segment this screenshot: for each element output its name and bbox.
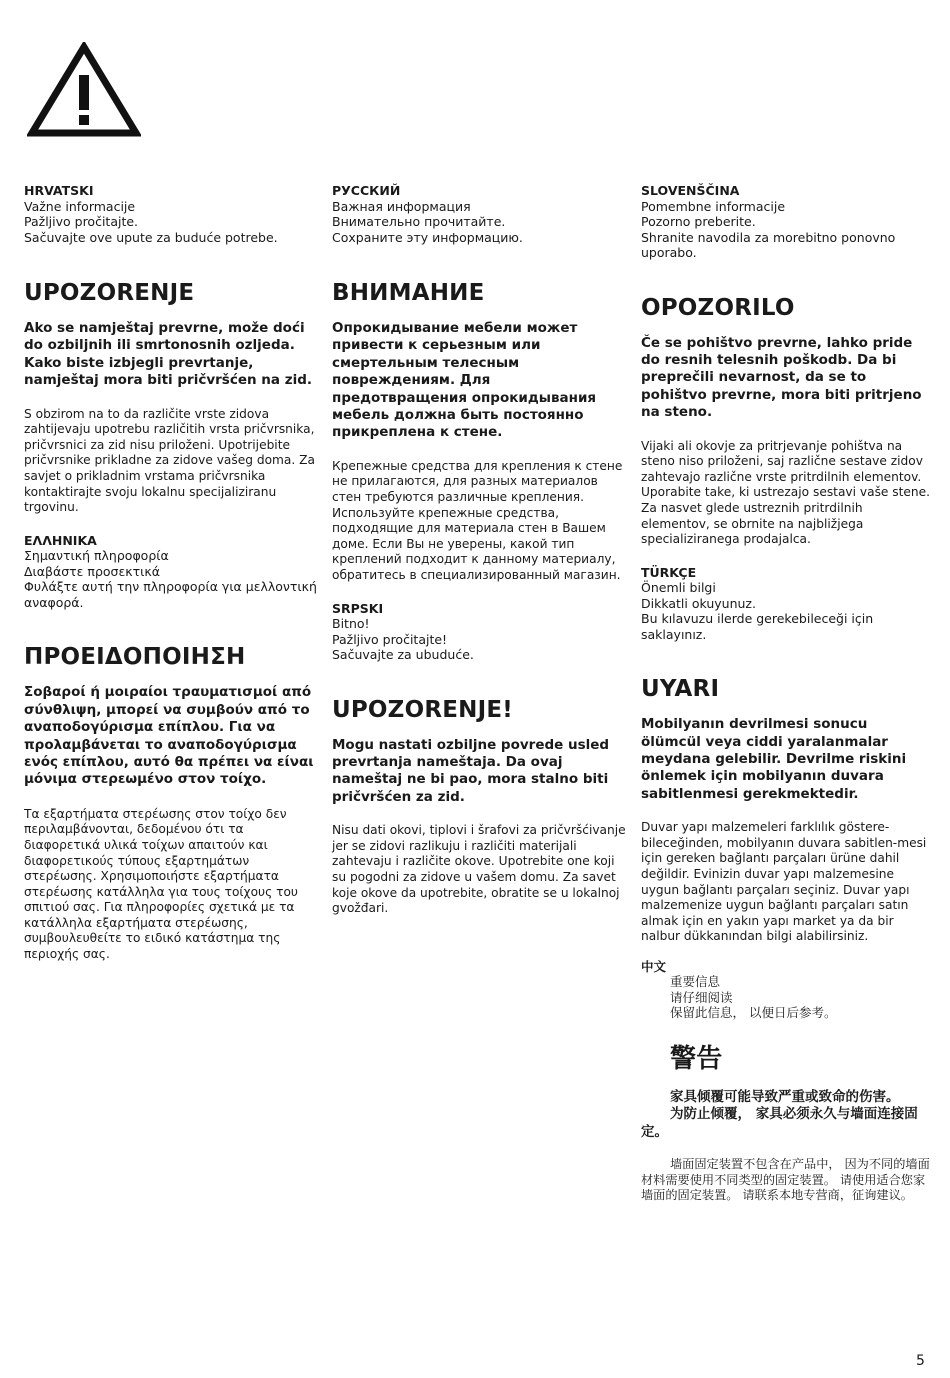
body-text: 墙面固定装置不包含在产品中， 因为不同的墙面材料需要使用不同类型的固定装置。 请使用适合您家墙面的固定装置。 请联系本地专营商，征询建议。	[641, 1157, 930, 1203]
info-line: Pažljivo pročitajte.	[24, 214, 139, 229]
info-line: Pomembne informacije	[641, 198, 786, 214]
info-line: Pažljivo pročitajte!	[332, 631, 448, 647]
column-3	[641, 183, 931, 1204]
language-label: 中文	[641, 958, 667, 974]
warning-text: Σοβαροί ή μοιραίοι τραυματισμοί από σύνθλιψη, μπορεί να συμβούν από το αναποδογύρισμα επίπλου. Για να προλαμβάνεται το αναποδογύρισμα ενός επίπλου, αυτό θα πρέπει να είναι μόνιμα στερεωμένο στον τοίχο.	[24, 684, 314, 788]
info-line: Shranite navodila za morebitno ponovno uporabo.	[641, 229, 896, 260]
info-line: Φυλάξτε αυτή την πληροφορία για μελλοντική αναφορά.	[24, 579, 317, 610]
warning-heading: UYARI	[641, 676, 720, 703]
warning-text: Ako se namještaj prevrne, može doći do ozbiljnih ili smrtonosnih ozljeda. Kako biste izbjegli prevrtanje, namještaj mora biti pričvršćen na zid.	[24, 320, 312, 389]
page-number: 5	[916, 1353, 925, 1369]
info-line: Διαβάστε προσεκτικά	[24, 563, 160, 579]
warning-heading: UPOZORENJE!	[332, 696, 513, 723]
warning-heading: OPOZORILO	[641, 294, 795, 321]
body-text: Nisu dati okovi, tiplovi i šrafovi za pričvršćivanje jer se zidovi razlikuju i različiti materijali zahtevaju i različite okove. Upotrebite one koji su pogodni za zidove u vašem domu. Za savet koje okove da upotrebite, obratite se u lokalnoj gvožđari.	[332, 823, 626, 916]
language-label: SRPSKI	[332, 600, 384, 616]
info-line: Sačuvajte ove upute za buduće potrebe.	[24, 229, 278, 245]
column-2	[332, 183, 628, 917]
language-label: HRVATSKI	[24, 183, 94, 198]
warning-text: 家具倾覆可能导致严重或致命的伤害。	[670, 1088, 900, 1105]
warning-heading: 警告	[670, 1043, 723, 1074]
warning-text: Mogu nastati ozbiljne povrede usled prevrtanja nameštaja. Da ovaj nameštaj ne bi pao, mora stalno biti pričvršćen za zid.	[332, 736, 610, 805]
section-russkiy	[332, 183, 628, 584]
section-zhongwen	[641, 959, 931, 1204]
body-text: Vijaki ali okovje za pritrjevanje pohištva na steno niso priloženi, saj različne sestave zidov zahtevajo različne vrste pritrdilnih elementov. Uporabite take, ki ustrezajo sestavi vaše stene. Za nasvet glede ustreznih pritrdilnih elementov, se obrnite na najbližjega specializiranega prodajalca.	[641, 438, 931, 547]
info-line: Σημαντική πληροφορία	[24, 548, 169, 564]
info-line: Dikkatli okuyunuz.	[641, 595, 756, 611]
info-line: Pozorno preberite.	[641, 214, 756, 229]
warning-text: 为防止倾覆， 家具必须永久与墙面连接固定。	[641, 1106, 918, 1140]
section-turkce	[641, 565, 931, 945]
info-line: 重要信息	[670, 974, 721, 990]
warning-heading: UPOZORENJE	[24, 280, 195, 306]
section-srpski	[332, 601, 628, 917]
body-text: S obzirom na to da različite vrste zidova zahtijevaju upotrebu različitih vrsta pričvrsnika, pričvrsnici za zid nisu priloženi. Upotrijebite pričvrsnike prikladne za zidove vašeg doma. Za savjet o prikladnim vrstama pričvrsnika kontaktirajte svoju lokalnu specijaliziranu trgovinu.	[24, 406, 315, 515]
info-line: Сохраните эту информацию.	[332, 229, 523, 245]
body-text: Τα εξαρτήματα στερέωσης στον τοίχο δεν περιλαμβάνονται, δεδομένου ότι τα διαφορετικά υλικά τοίχων απαιτούν και διαφορετικούς τύπους εξαρτημάτων στερέωσης. Χρησιμοποιήστε εξαρτήματα στερέωσης κατάλληλα για τους τοίχους του σπιτιού σας. Για πληροφορίες σχετικά με τα κατάλληλα εξαρτήματα στερέωσης, συμβουλευθείτε το ειδικό κατάστημα της περιοχής σας.	[24, 806, 298, 962]
warning-triangle-icon	[27, 42, 141, 138]
section-slovenscina	[641, 183, 931, 548]
language-label: РУССКИЙ	[332, 183, 401, 198]
info-line: Önemli bilgi	[641, 580, 716, 596]
language-label: ΕΛΛΗΝΙΚΑ	[24, 532, 97, 548]
info-line: Bitno!	[332, 616, 370, 632]
body-text: Крепежные средства для крепления к стене не прилагаются, для разных материалов стен требуются различные крепления. Используйте крепежные средства, подходящие для материала стен в Вашем доме. Если Вы не уверены, какой тип креплений подходит к данному материалу, обратитесь в специализированный магазин.	[332, 458, 623, 582]
warning-heading: ΠΡΟΕΙΔΟΠΟΙΗΣΗ	[24, 644, 246, 671]
info-line: Bu kılavuzu ilerde gerekebileceği için saklayınız.	[641, 611, 874, 642]
warning-text: Опрокидывание мебели может привести к серьезным или смертельным телесным повреждениям. Для предотвращения опрокидывания мебель должна быть постоянно прикреплена к стене.	[332, 320, 597, 441]
info-line: Važne informacije	[24, 198, 136, 214]
info-line: Внимательно прочитайте.	[332, 214, 506, 229]
warning-text: Mobilyanın devrilmesi sonucu ölümcül veya ciddi yaralanmalar meydana gelebilir. Devrilme riskini önlemek için mobilyanın duvara sabitlenmesi gerekmektedir.	[641, 716, 907, 802]
language-label: TÜRKÇE	[641, 564, 697, 580]
section-hrvatski	[24, 183, 320, 516]
body-text: Duvar yapı malzemeleri farklılık göstere-bileceğinden, mobilyanın duvara sabitlen-mesi için gereken bağlantı parçaları ürüne dahil değildir. Evinizin duvar yapı malzemesine uygun bağlantı parçaları seçiniz. Duvar yapı malzemenize uygun bağlantı parçaları satın almak için en yakın yapı market ya da bir nalbur dükkanından bilgi alabilirsiniz.	[641, 820, 927, 944]
section-ellinika	[24, 533, 320, 963]
column-1	[24, 183, 320, 963]
info-line: 请仔细阅读	[670, 989, 733, 1005]
language-label: SLOVENŠČINA	[641, 183, 740, 198]
info-line: Sačuvajte za ubuduće.	[332, 647, 474, 663]
info-line: 保留此信息， 以便日后参考。	[670, 1005, 837, 1021]
warning-text: Če se pohištvo prevrne, lahko pride do resnih telesnih poškodb. Da bi preprečili nevarnost, da se to pohištvo prevrne, mora biti pritrjeno na steno.	[641, 334, 922, 421]
warning-heading: ВНИМАНИЕ	[332, 280, 485, 306]
info-line: Важная информация	[332, 198, 471, 214]
